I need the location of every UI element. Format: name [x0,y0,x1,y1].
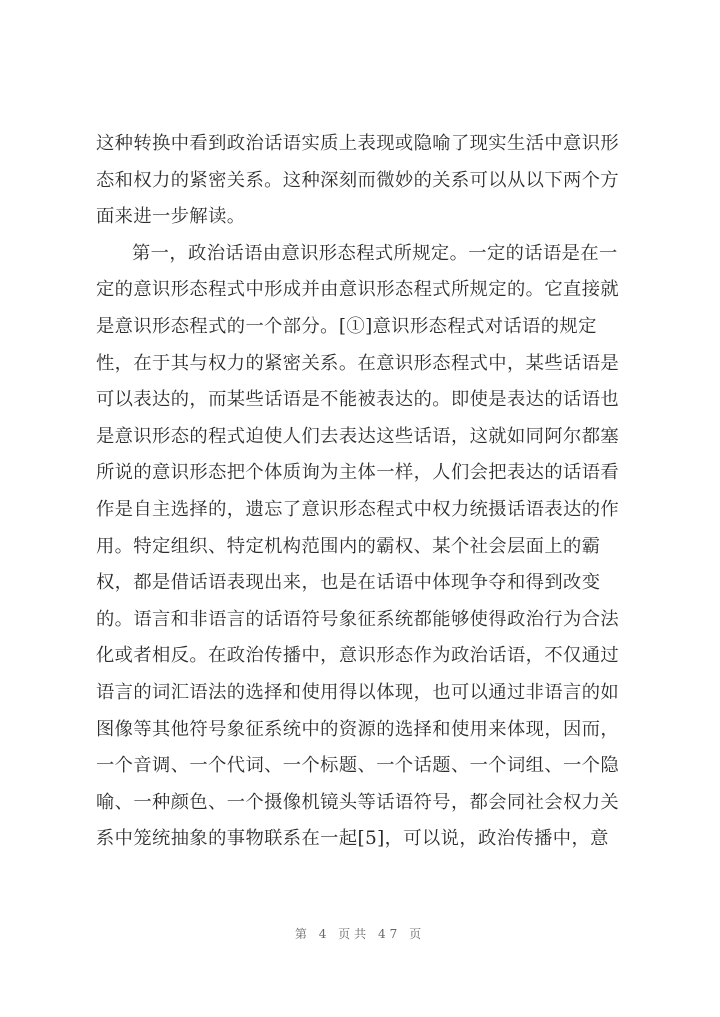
body-text [96,126,636,858]
text-line-10: 所说的意识形态把个体质询为主体一样，人们会把表达的话语看 [96,462,620,484]
text-line-13: 权，都是借话语表现出来，也是在话语中体现争夺和得到改变 [96,572,601,594]
text-line-6: 是意识形态程式的一个部分。[①]意识形态程式对话语的规定 [96,315,597,337]
text-line-19: 喻、一种颜色、一个摄像机镜头等话语符号，都会同社会权力关 [96,791,620,813]
text-line-17: 图像等其他符号象征系统中的资源的选择和使用来体现，因而， [96,718,620,740]
text-line-16: 语言的词汇语法的选择和使用得以体现，也可以通过非语言的如 [96,681,620,703]
text-line-9: 是意识形态的程式迫使人们去表达这些话语，这就如同阿尔都塞 [96,425,620,447]
text-line-8: 可以表达的，而某些话语是不能被表达的。即使是表达的话语也 [96,389,620,411]
text-line-4: 第一，政治话语由意识形态程式所规定。一定的话语是在一 [132,242,618,264]
text-line-11: 作是自主选择的，遗忘了意识形态程式中权力统摄话语表达的作 [96,498,620,520]
page-number-footer: 第 4 页共 47 页 [294,927,426,941]
text-line-2: 态和权力的紧密关系。这种深刻而微妙的关系可以从以下两个方 [96,169,620,191]
text-line-7: 性，在于其与权力的紧密关系。在意识形态程式中，某些话语是 [96,352,620,374]
text-line-12: 用。特定组织、特定机构范围内的霸权、某个社会层面上的霸 [96,535,601,557]
text-line-1: 这种转换中看到政治话语实质上表现或隐喻了现实生活中意识形 [96,133,620,154]
text-line-14: 的。语言和非语言的话语符号象征系统都能够使得政治行为合法 [96,608,620,630]
text-line-15: 化或者相反。在政治传播中，意识形态作为政治话语，不仅通过 [96,645,620,667]
text-line-5: 定的意识形态程式中形成并由意识形态程式所规定的。它直接就 [96,279,620,301]
text-line-3: 面来进一步解读。 [96,206,246,228]
text-line-20: 系中笼统抽象的事物联系在一起[5]，可以说，政治传播中，意 [96,828,609,850]
text-line-18: 一个音调、一个代词、一个标题、一个话题、一个词组、一个隐 [96,755,620,777]
